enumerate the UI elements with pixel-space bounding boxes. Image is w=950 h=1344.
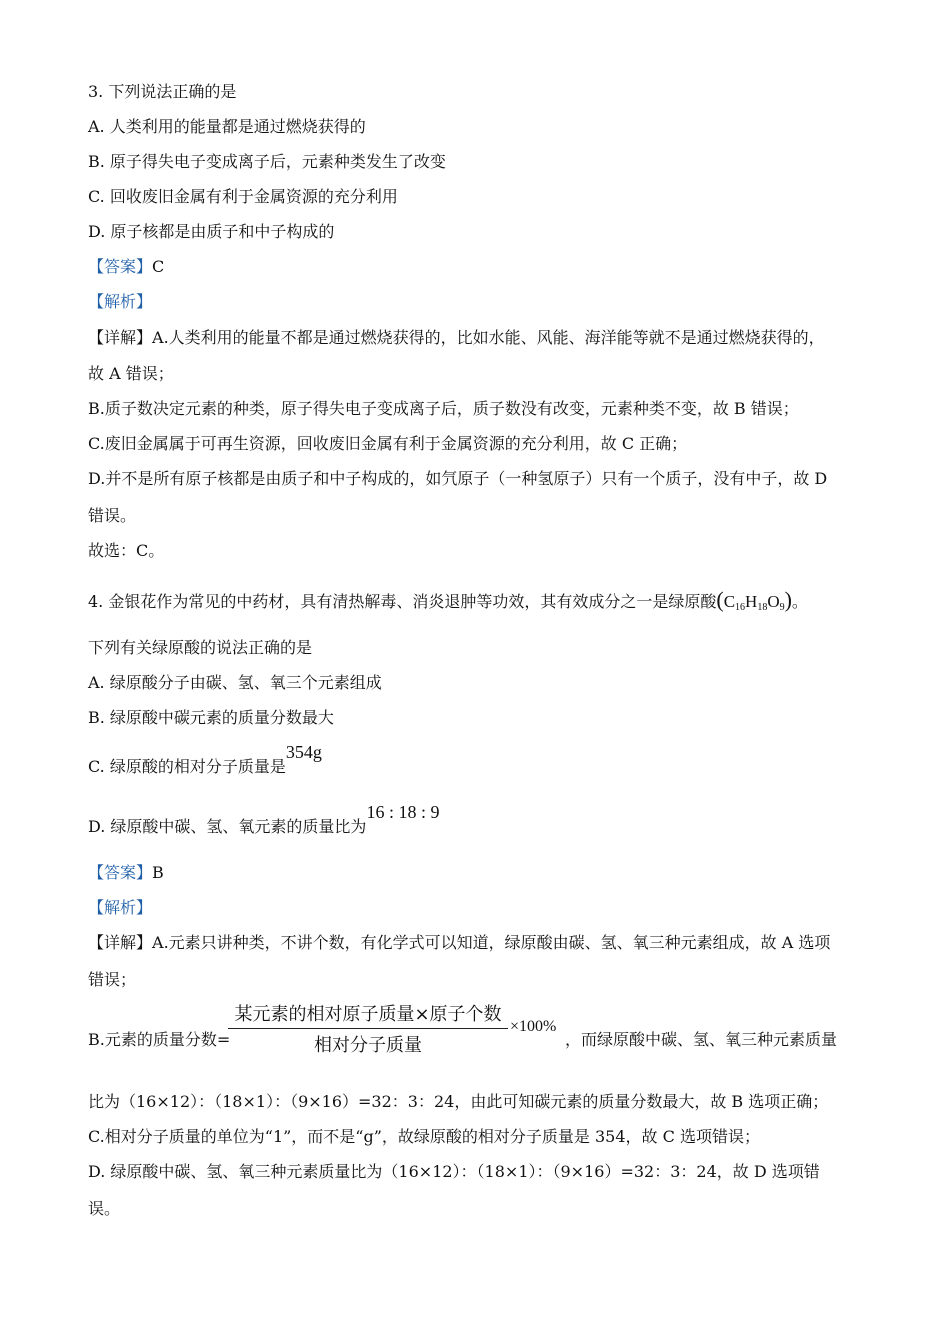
q4-option-d <box>88 802 440 837</box>
q4-detail-a-1 <box>88 933 830 953</box>
q3-detail-line-1 <box>88 328 825 348</box>
detail-tag: 【详解】 <box>88 933 153 952</box>
q4-stem-2: 下列有关绿原酸的说法正确的是 <box>88 638 313 657</box>
q4-detail-d-2: 误。 <box>88 1199 121 1218</box>
q3-conclusion: 故选：C。 <box>88 541 165 560</box>
q3-detail-line-4: C.废旧金属属于可再生资源，回收废旧金属有利于金属资源的充分利用，故 C 正确； <box>88 434 688 453</box>
q3-stem: 3. 下列说法正确的是 <box>88 82 237 101</box>
answer-tag: 【答案】 <box>88 863 153 882</box>
q4-analysis-tag <box>88 898 152 918</box>
q4-option-c <box>88 742 322 777</box>
analysis-tag: 【解析】 <box>88 292 153 311</box>
q4-stem <box>88 587 808 618</box>
mass-fraction-formula <box>228 1000 508 1057</box>
q4-option-c-value: 354g <box>285 742 322 762</box>
q3-option-c: C. 回收废旧金属有利于金属资源的充分利用 <box>88 187 398 206</box>
answer-value: B <box>152 863 164 882</box>
q4-answer <box>88 863 164 883</box>
q3-detail-line-3: B.质子数决定元素的种类，原子得失电子变成离子后，质子数没有改变，元素种类不变，故 B 错误； <box>88 399 799 418</box>
q4-option-b: B. 绿原酸中碳元素的质量分数最大 <box>88 708 334 727</box>
detail-text: A.人类利用的能量不都是通过燃烧获得的，比如水能、风能、海洋能等就不是通过燃烧获得的， <box>152 328 825 347</box>
q4-detail-b-suffix: ，而绿原酸中碳、氢、氧三种元素质量 <box>565 1030 838 1049</box>
q4-detail-b-prefix: B.元素的质量分数= <box>88 1030 231 1049</box>
chemical-formula: $(C_{16}H_{18}O_9)$ <box>716 587 792 613</box>
q3-detail-line-5: D.并不是所有原子核都是由质子和中子构成的，如氕原子（一种氢原子）只有一个质子，没有中子，故 D <box>88 469 828 488</box>
q4-option-a: A. 绿原酸分子由碳、氢、氧三个元素组成 <box>88 673 382 692</box>
q4-stem-end: 。 <box>791 592 808 611</box>
fraction-multiplier: ×100% <box>510 1018 557 1035</box>
fraction-numerator: 某元素的相对原子质量×原子个数 <box>234 1004 502 1025</box>
q4-option-d-text: D. 绿原酸中碳、氢、氧元素的质量比为 <box>88 817 367 836</box>
q4-detail-d-1: D. 绿原酸中碳、氢、氧三种元素质量比为（16×12）：（18×1）：（9×16）=32：3：24，故 D 选项错 <box>88 1162 820 1181</box>
q4-detail-a-2: 错误； <box>88 970 137 989</box>
q4-detail-c: C.相对分子质量的单位为“1”，而不是“g”，故绿原酸的相对分子质量是 354，故 C 选项错误； <box>88 1127 760 1146</box>
q4-detail-b-2: 比为（16×12）：（18×1）：（9×16）=32：3：24，由此可知碳元素的质量分数最大，故 B 选项正确； <box>88 1092 829 1111</box>
analysis-tag: 【解析】 <box>88 898 153 917</box>
q4-option-d-ratio: 16 : 18 : 9 <box>366 802 440 822</box>
q3-option-a: A. 人类利用的能量都是通过燃烧获得的 <box>88 117 366 136</box>
q3-detail-line-6: 错误。 <box>88 506 137 525</box>
answer-value: C <box>152 257 165 276</box>
q3-detail-line-2: 故 A 错误； <box>88 364 174 383</box>
answer-tag: 【答案】 <box>88 257 153 276</box>
q3-analysis-tag <box>88 292 152 312</box>
q3-answer <box>88 257 164 277</box>
q4-stem-text: 4. 金银花作为常见的中药材，具有清热解毒、消炎退肿等功效，其有效成分之一是绿原酸 <box>88 592 717 611</box>
detail-tag: 【详解】 <box>88 328 153 347</box>
q3-option-d: D. 原子核都是由质子和中子构成的 <box>88 222 335 241</box>
fraction-denominator: 相对分子质量 <box>314 1035 422 1056</box>
q4-option-c-text: C. 绿原酸的相对分子质量是 <box>88 757 286 776</box>
detail-text: A.元素只讲种类，不讲个数，有化学式可以知道，绿原酸由碳、氢、氧三种元素组成，故 A 选项 <box>152 933 831 952</box>
q3-option-b: B. 原子得失电子变成离子后，元素种类发生了改变 <box>88 152 446 171</box>
